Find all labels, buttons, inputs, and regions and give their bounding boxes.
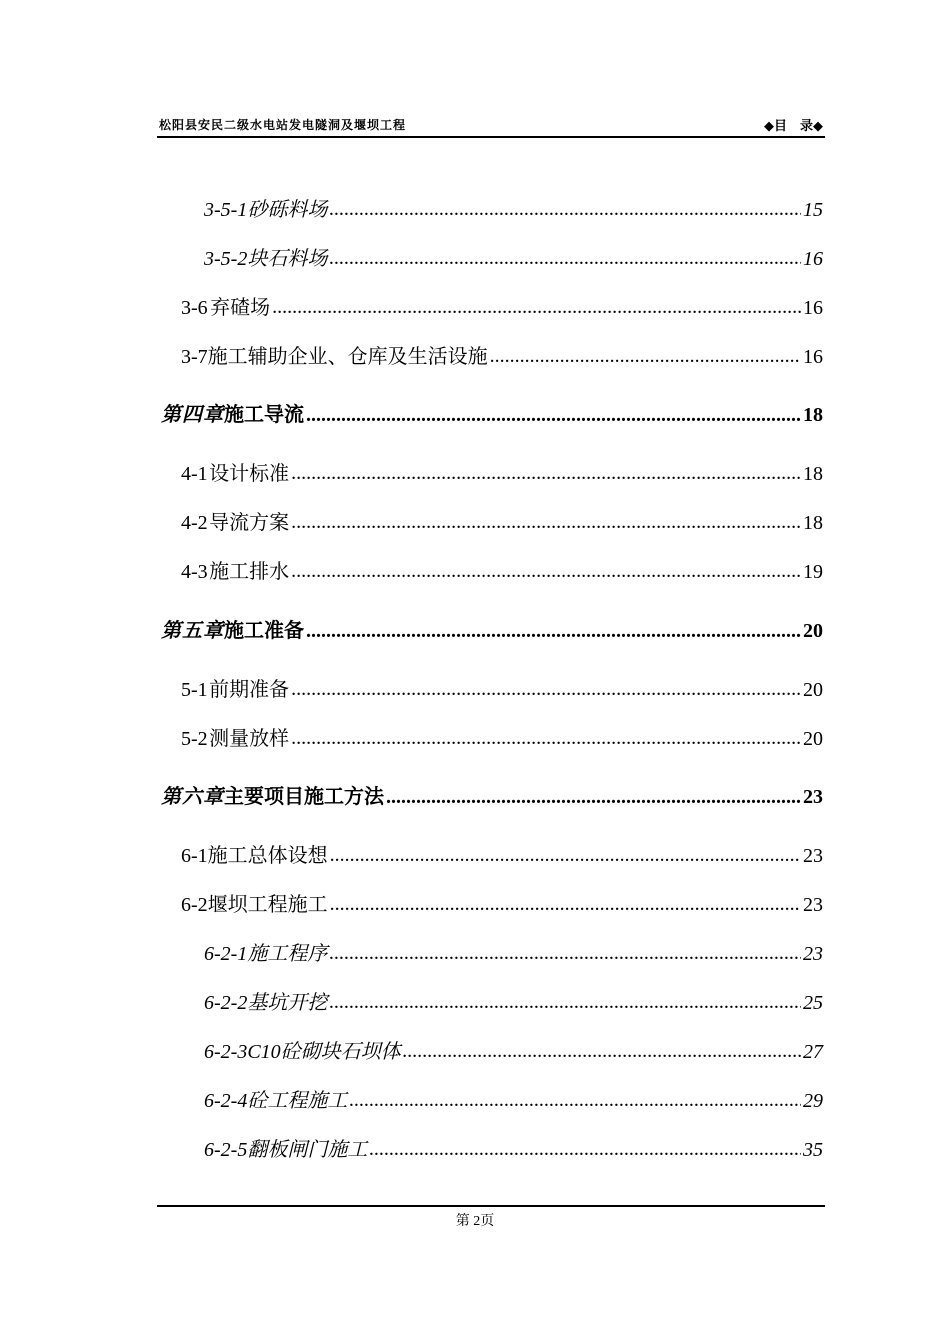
toc-entry-page: 20 [803, 620, 823, 642]
toc-chapter-number: 第五章 [161, 620, 224, 642]
toc-entry-number: 6-2 [181, 894, 208, 916]
toc-entry-title: 翻板闸门施工 [247, 1139, 368, 1161]
toc-entry-title: 施工排水 [209, 561, 290, 583]
toc-entry-page: 27 [803, 1041, 823, 1063]
toc-entry[interactable] [181, 340, 823, 369]
dot-leader [386, 786, 801, 809]
toc-entry[interactable] [181, 888, 823, 917]
toc-chapter-number: 第四章 [161, 404, 224, 426]
toc-entry-title: 导流方案 [209, 512, 290, 534]
toc-entry-page: 16 [803, 248, 823, 270]
toc-entry-title: 基坑开挖 [247, 992, 328, 1014]
toc-entry-page: 20 [803, 679, 823, 701]
toc-entry-number: 4-3 [181, 561, 208, 583]
toc-entry-title: 设计标准 [209, 463, 290, 485]
toc-entry-number: 6-2-1 [204, 943, 248, 965]
dot-leader [291, 462, 801, 485]
toc-entry-page: 16 [803, 346, 823, 368]
toc-entry-title: 施工准备 [224, 620, 304, 642]
toc-entry[interactable] [204, 193, 823, 222]
dot-leader [306, 620, 801, 643]
toc-entry-page: 23 [803, 845, 823, 867]
dot-leader [291, 511, 801, 534]
toc-entry[interactable] [181, 722, 823, 751]
dot-leader [329, 198, 801, 221]
toc-entry-number: 6-2-3 [204, 1041, 248, 1063]
toc-entry[interactable] [181, 291, 823, 320]
toc-entry[interactable] [181, 555, 823, 584]
toc-entry-page: 23 [803, 894, 823, 916]
toc-entry-page: 15 [803, 199, 823, 221]
toc-entry-title: 堰坝工程施工 [207, 894, 328, 916]
dot-leader [291, 678, 801, 701]
dot-leader [329, 942, 801, 965]
toc-entry[interactable] [181, 506, 823, 535]
toc-entry[interactable] [181, 457, 823, 486]
toc-entry-number: 4-2 [181, 512, 208, 534]
page-number: 第 2页 [455, 1214, 495, 1229]
toc-entry[interactable] [204, 986, 823, 1015]
toc-entry-page: 29 [803, 1090, 823, 1112]
toc-entry-title: 测量放样 [209, 728, 290, 750]
toc-entry-number: 6-2-5 [204, 1139, 248, 1161]
toc-chapter-entry[interactable] [161, 614, 823, 643]
toc-entry-page: 25 [803, 992, 823, 1014]
toc-entry[interactable] [204, 1035, 823, 1064]
toc-entry-number: 6-1 [181, 845, 208, 867]
document-title: 松阳县安民二级水电站发电隧洞及堰坝工程 [159, 118, 407, 132]
toc-entry-page: 23 [803, 943, 823, 965]
dot-leader [349, 1089, 801, 1112]
toc-entry-title: 弃碴场 [210, 297, 271, 319]
footer-rule [157, 1205, 825, 1207]
toc-entry-page: 19 [803, 561, 823, 583]
dot-leader [330, 893, 801, 916]
toc-chapter-entry[interactable] [161, 780, 823, 809]
dot-leader [369, 1138, 801, 1161]
section-label: ◆目 录◆ [764, 119, 823, 134]
dot-leader [272, 296, 801, 319]
dot-leader [329, 247, 801, 270]
toc-entry[interactable] [204, 1133, 823, 1162]
toc-entry-page: 23 [803, 786, 823, 808]
toc-entry[interactable] [181, 839, 823, 868]
toc-entry-title: 砂砾料场 [247, 199, 328, 221]
toc-entry-number: 3-7 [181, 346, 208, 368]
toc-entry-page: 18 [803, 463, 823, 485]
toc-entry-page: 35 [803, 1139, 823, 1161]
toc-entry-title: 主要项目施工方法 [224, 786, 384, 808]
toc-entry[interactable] [181, 673, 823, 702]
toc-entry-title: 前期准备 [209, 679, 290, 701]
dot-leader [329, 991, 801, 1014]
toc-entry-title: 施工总体设想 [207, 845, 328, 867]
toc-entry-number: 6-2-4 [204, 1090, 248, 1112]
dot-leader [306, 404, 801, 427]
dot-leader [403, 1040, 801, 1063]
dot-leader [490, 345, 801, 368]
toc-entry-title: C10砼砌块石坝体 [247, 1041, 401, 1063]
toc-entry-page: 16 [803, 297, 823, 319]
toc-entry-page: 18 [803, 512, 823, 534]
toc-entry-number: 3-5-2 [204, 248, 248, 270]
toc-entry[interactable] [204, 1084, 823, 1113]
toc-entry-title: 砼工程施工 [247, 1090, 348, 1112]
toc-entry-title: 施工程序 [247, 943, 328, 965]
toc-entry-title: 施工导流 [224, 404, 304, 426]
toc-entry-number: 6-2-2 [204, 992, 248, 1014]
toc-chapter-entry[interactable] [161, 398, 823, 427]
dot-leader [330, 844, 801, 867]
toc-entry[interactable] [204, 937, 823, 966]
toc-entry-page: 20 [803, 728, 823, 750]
toc-entry-number: 3-5-1 [204, 199, 248, 221]
toc-entry-number: 5-2 [181, 728, 208, 750]
toc-chapter-number: 第六章 [161, 786, 224, 808]
toc-entry-page: 18 [803, 404, 823, 426]
toc-entry-number: 3-6 [181, 297, 208, 319]
toc-entry-title: 块石料场 [247, 248, 328, 270]
toc-entry[interactable] [204, 242, 823, 271]
toc-entry-number: 5-1 [181, 679, 208, 701]
dot-leader [291, 560, 801, 583]
dot-leader [291, 727, 801, 750]
toc-entry-number: 4-1 [181, 463, 208, 485]
toc-entry-title: 施工辅助企业、仓库及生活设施 [207, 346, 488, 368]
